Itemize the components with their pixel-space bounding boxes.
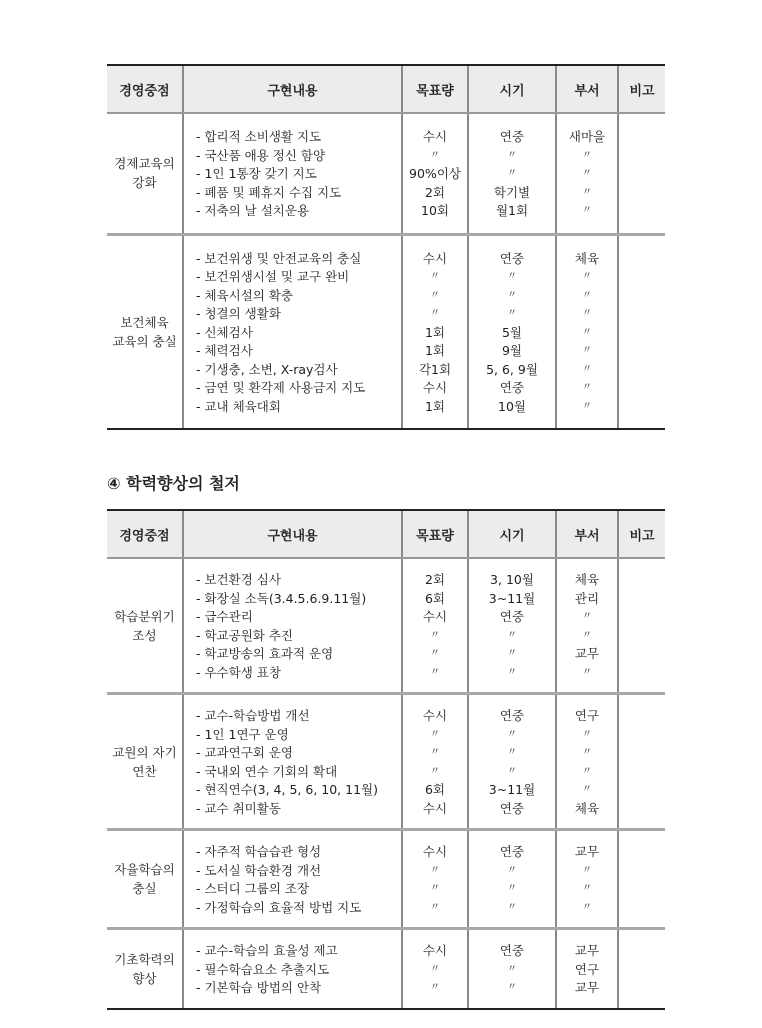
period-value: 3, 10월 xyxy=(490,572,534,587)
period-value: 10월 xyxy=(498,398,526,414)
category-line: 기초학력의 xyxy=(114,951,175,967)
content-item: - 청결의 생활화 xyxy=(196,306,281,321)
content-item: - 교수 취미활동 xyxy=(196,800,281,816)
target-value: 〃 xyxy=(430,629,440,641)
content-item: - 기본학습 방법의 안착 xyxy=(196,980,322,995)
dept-value: 〃 xyxy=(582,345,592,356)
category-line: 보건체육 xyxy=(120,314,169,330)
period-cell xyxy=(468,558,556,694)
period-value: 3~11월 xyxy=(488,590,536,606)
content-item: - 스터디 그룹의 조장 xyxy=(196,881,310,896)
content-item: - 보건위생 및 안전교육의 충실 xyxy=(196,250,362,266)
header-content: 구현내용 xyxy=(183,65,402,113)
dept-cell xyxy=(556,694,618,830)
content-item: - 화장실 소독(3.4.5.6.9.11월) xyxy=(196,590,367,606)
target-value: 수시 xyxy=(422,609,448,624)
dept-value: 〃 xyxy=(582,289,592,301)
period-value: 학기별 xyxy=(493,184,531,200)
category-line: 강화 xyxy=(132,175,157,191)
header-focus: 경영중점 xyxy=(107,65,183,113)
period-value: 〃 xyxy=(507,728,517,740)
period-cell xyxy=(468,694,556,830)
content-item: - 1인 1연구 운영 xyxy=(196,726,289,742)
category-cell xyxy=(107,694,183,830)
category-cell xyxy=(107,113,183,234)
period-value: 〃 xyxy=(507,648,517,659)
content-item: - 학교방송의 효과적 운영 xyxy=(196,646,334,661)
target-value: 수시 xyxy=(422,844,448,859)
header-period: 시기 xyxy=(468,510,556,558)
period-value: 연중 xyxy=(499,800,525,816)
target-value: 90%이상 xyxy=(409,166,461,181)
content-cell xyxy=(183,830,402,929)
remarks-cell xyxy=(618,694,665,830)
header-dept: 부서 xyxy=(556,65,618,113)
target-value: 수시 xyxy=(422,800,448,816)
period-value: 〃 xyxy=(507,289,517,301)
dept-value: 〃 xyxy=(582,765,592,777)
dept-value: 체육 xyxy=(574,250,600,266)
target-cell xyxy=(402,113,468,234)
dept-value: 〃 xyxy=(582,308,592,319)
content-cell xyxy=(183,558,402,694)
content-item: - 교수-학습의 효율성 제고 xyxy=(196,943,338,958)
dept-value: 〃 xyxy=(582,629,592,641)
header-target: 목표량 xyxy=(402,510,468,558)
dept-cell xyxy=(556,830,618,929)
period-value: 〃 xyxy=(507,168,517,179)
dept-value: 〃 xyxy=(582,400,592,412)
period-cell xyxy=(468,234,556,429)
header-focus: 경영중점 xyxy=(107,510,183,558)
category-line: 자율학습의 xyxy=(114,862,175,877)
target-cell xyxy=(402,830,468,929)
category-line: 경제교육의 xyxy=(114,156,175,172)
content-item: - 현직연수(3, 4, 5, 6, 10, 11월) xyxy=(196,782,378,797)
target-value: 수시 xyxy=(422,708,448,723)
remarks-cell xyxy=(618,830,665,929)
dept-cell xyxy=(556,113,618,234)
content-item: - 국산품 애용 정신 함양 xyxy=(196,147,326,163)
target-value: 〃 xyxy=(430,982,440,993)
target-value: 1회 xyxy=(424,398,446,414)
content-item: - 저축의 날 설치운용 xyxy=(196,203,310,218)
category-cell xyxy=(107,929,183,1009)
category-line: 교원의 자기 xyxy=(112,744,177,760)
period-value: 연중 xyxy=(499,250,525,266)
dept-value: 〃 xyxy=(582,271,592,282)
dept-value: 〃 xyxy=(582,363,592,375)
dept-value: 체육 xyxy=(574,800,600,816)
content-item: - 체력검사 xyxy=(196,343,253,358)
target-value: 2회 xyxy=(424,572,446,587)
dept-value: 체육 xyxy=(574,572,600,587)
category-cell xyxy=(107,830,183,929)
category-line: 향상 xyxy=(132,970,157,986)
target-cell xyxy=(402,234,468,429)
target-cell xyxy=(402,694,468,830)
period-value: 〃 xyxy=(507,982,517,993)
content-item: - 교내 체육대회 xyxy=(196,398,281,414)
target-value: 수시 xyxy=(422,380,448,395)
target-value: 〃 xyxy=(430,308,440,319)
dept-value: 교무 xyxy=(574,646,600,661)
dept-value: 〃 xyxy=(582,186,592,198)
period-cell xyxy=(468,830,556,929)
target-value: 수시 xyxy=(422,129,448,144)
remarks-cell xyxy=(618,113,665,234)
content-item: - 가정학습의 효율적 방법 지도 xyxy=(196,899,362,915)
dept-value: 〃 xyxy=(582,382,592,393)
category-line: 교육의 충실 xyxy=(112,333,177,349)
target-value: 〃 xyxy=(430,271,440,282)
header-target: 목표량 xyxy=(402,65,468,113)
content-item: - 우수학생 표창 xyxy=(196,664,281,680)
header-content: 구현내용 xyxy=(183,510,402,558)
dept-value: 〃 xyxy=(582,666,592,678)
target-value: 〃 xyxy=(430,289,440,301)
target-value: 〃 xyxy=(430,747,440,758)
remarks-cell xyxy=(618,929,665,1009)
table-row xyxy=(107,830,665,929)
target-value: 〃 xyxy=(430,883,440,894)
content-cell xyxy=(183,929,402,1009)
content-item: - 기생충, 소변, X-ray검사 xyxy=(196,361,338,377)
period-value: 연중 xyxy=(499,708,525,723)
header-period: 시기 xyxy=(468,65,556,113)
dept-value: 관리 xyxy=(574,590,600,606)
content-cell xyxy=(183,113,402,234)
period-value: 연중 xyxy=(499,943,525,958)
content-item: - 합리적 소비생활 지도 xyxy=(196,129,322,144)
period-value: 〃 xyxy=(507,963,517,975)
dept-value: 〃 xyxy=(582,205,592,216)
dept-cell xyxy=(556,234,618,429)
period-value: 〃 xyxy=(507,149,517,161)
period-value: 월1회 xyxy=(495,203,529,218)
dept-value: 〃 xyxy=(582,149,592,161)
content-item: - 보건환경 심사 xyxy=(196,572,281,587)
dept-value: 〃 xyxy=(582,864,592,876)
period-cell xyxy=(468,113,556,234)
period-value: 〃 xyxy=(507,864,517,876)
header-remarks: 비고 xyxy=(618,510,665,558)
content-item: - 자주적 학습습관 형성 xyxy=(196,844,322,859)
content-cell xyxy=(183,234,402,429)
remarks-cell xyxy=(618,558,665,694)
management-table-2 xyxy=(107,509,665,1010)
dept-value: 교무 xyxy=(574,980,600,995)
dept-value: 〃 xyxy=(582,168,592,179)
category-cell xyxy=(107,558,183,694)
content-item: - 보건위생시설 및 교구 완비 xyxy=(196,269,350,284)
management-table-1 xyxy=(107,64,665,430)
content-item: - 학교공원화 추진 xyxy=(196,627,293,643)
period-value: 〃 xyxy=(507,666,517,678)
header-remarks: 비고 xyxy=(618,65,665,113)
remarks-cell xyxy=(618,234,665,429)
period-value: 9월 xyxy=(501,343,523,358)
target-value: 〃 xyxy=(430,666,440,678)
target-value: 〃 xyxy=(430,648,440,659)
period-value: 〃 xyxy=(507,271,517,282)
period-value: 연중 xyxy=(499,844,525,859)
target-value: 2회 xyxy=(424,184,446,200)
category-line: 충실 xyxy=(132,881,157,896)
dept-value: 〃 xyxy=(582,883,592,894)
dept-value: 교무 xyxy=(574,844,600,859)
content-item: - 도서실 학습환경 개선 xyxy=(196,862,322,878)
dept-value: 〃 xyxy=(582,728,592,740)
period-value: 연중 xyxy=(499,609,525,624)
table-row xyxy=(107,234,665,429)
target-cell xyxy=(402,558,468,694)
period-value: 〃 xyxy=(507,901,517,913)
dept-value: 〃 xyxy=(582,747,592,758)
table-row xyxy=(107,558,665,694)
dept-value: 연구 xyxy=(574,708,600,723)
content-item: - 국내외 연수 기회의 확대 xyxy=(196,763,338,779)
dept-cell xyxy=(556,929,618,1009)
content-item: - 교과연구회 운영 xyxy=(196,745,293,760)
dept-cell xyxy=(556,558,618,694)
period-value: 연중 xyxy=(499,380,525,395)
target-value: 〃 xyxy=(430,728,440,740)
target-value: 〃 xyxy=(430,149,440,161)
table-row xyxy=(107,929,665,1009)
content-item: - 금연 및 환각제 사용금지 지도 xyxy=(196,380,366,395)
target-value: 1회 xyxy=(424,343,446,358)
target-value: 6회 xyxy=(424,590,446,606)
target-value: 〃 xyxy=(430,864,440,876)
table-header-row xyxy=(107,65,665,113)
dept-value: 〃 xyxy=(582,901,592,913)
period-value: 〃 xyxy=(507,883,517,894)
category-line: 연찬 xyxy=(132,763,157,779)
dept-value: 〃 xyxy=(582,784,592,795)
target-value: 〃 xyxy=(430,963,440,975)
category-line: 학습분위기 xyxy=(114,608,175,624)
dept-value: 〃 xyxy=(582,611,592,622)
dept-value: 〃 xyxy=(582,326,592,338)
table-row xyxy=(107,694,665,830)
period-value: 〃 xyxy=(507,629,517,641)
period-value: 5, 6, 9월 xyxy=(486,361,538,377)
period-value: 〃 xyxy=(507,747,517,758)
content-item: - 신체검사 xyxy=(196,324,253,340)
content-item: - 교수-학습방법 개선 xyxy=(196,708,310,723)
period-value: 〃 xyxy=(507,765,517,777)
target-value: 〃 xyxy=(430,901,440,913)
target-value: 수시 xyxy=(422,250,448,266)
period-value: 연중 xyxy=(499,129,525,144)
target-value: 10회 xyxy=(421,203,449,218)
dept-value: 교무 xyxy=(574,943,600,958)
category-cell xyxy=(107,234,183,429)
dept-value: 연구 xyxy=(574,961,600,977)
period-value: 〃 xyxy=(507,308,517,319)
dept-value: 새마을 xyxy=(568,129,606,144)
target-value: 각1회 xyxy=(418,361,452,377)
target-value: 1회 xyxy=(424,324,446,340)
content-item: - 1인 1통장 갖기 지도 xyxy=(196,166,317,181)
category-line: 조성 xyxy=(132,627,157,643)
target-cell xyxy=(402,929,468,1009)
target-value: 수시 xyxy=(422,943,448,958)
content-item: - 급수관리 xyxy=(196,609,253,624)
content-item: - 폐품 및 폐휴지 수집 지도 xyxy=(196,184,342,200)
table-header-row xyxy=(107,510,665,558)
period-cell xyxy=(468,929,556,1009)
content-item: - 필수학습요소 추출지도 xyxy=(196,961,330,977)
period-value: 5월 xyxy=(501,324,523,340)
table-row xyxy=(107,113,665,234)
target-value: 〃 xyxy=(430,765,440,777)
content-item: - 체육시설의 확충 xyxy=(196,287,293,303)
header-dept: 부서 xyxy=(556,510,618,558)
content-cell xyxy=(183,694,402,830)
period-value: 3~11월 xyxy=(488,782,536,797)
target-value: 6회 xyxy=(424,782,446,797)
section-heading: ④ 학력향상의 철저 xyxy=(107,474,240,493)
